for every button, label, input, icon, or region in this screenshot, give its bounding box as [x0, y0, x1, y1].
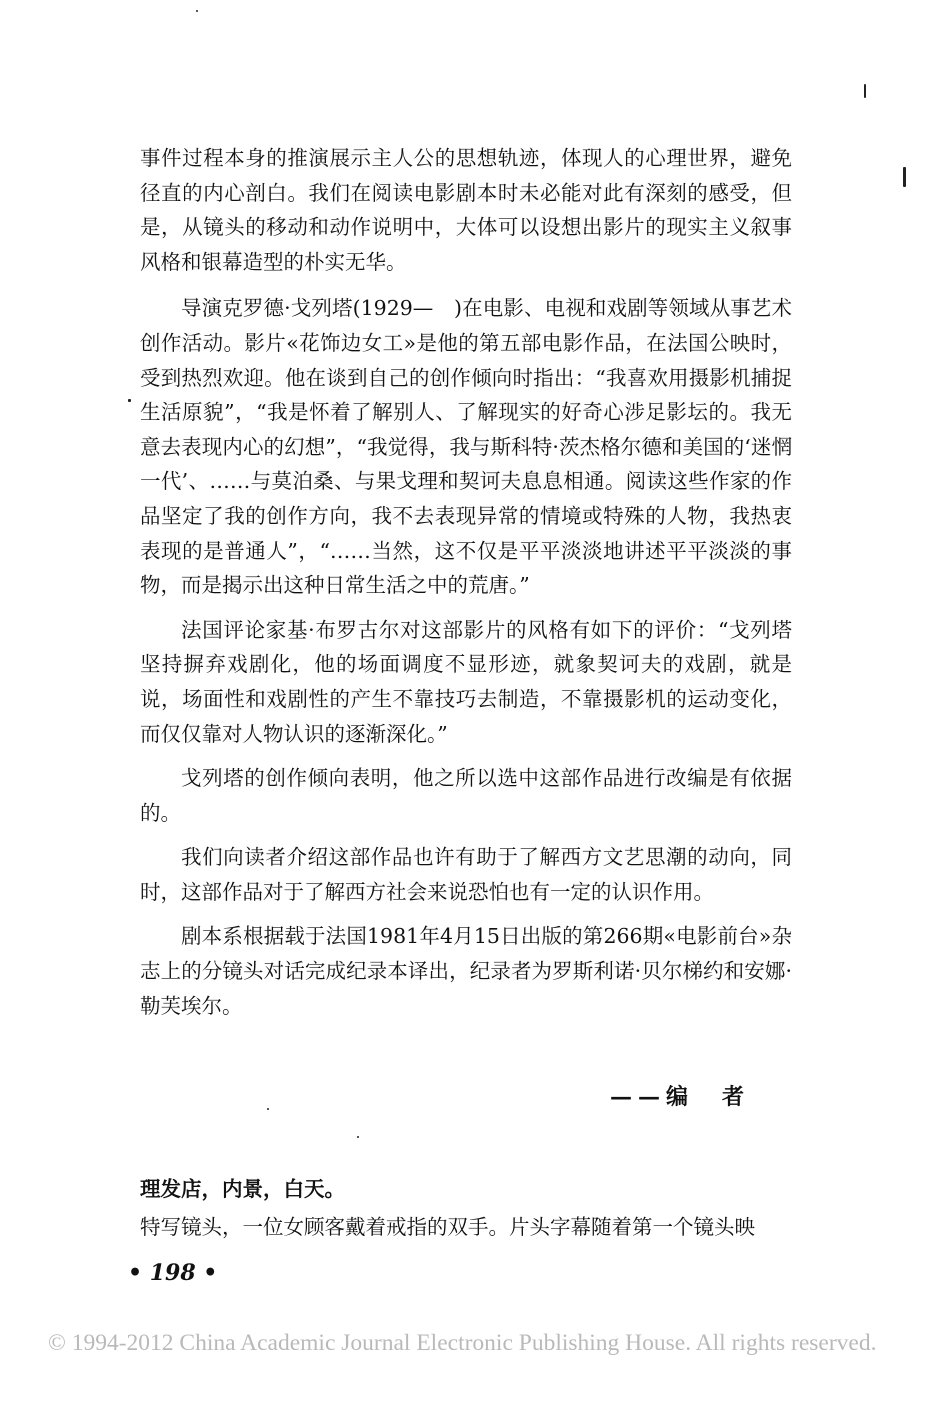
paragraph-purpose: 我们向读者介绍这部作品也许有助于了解西方文艺思潮的动向，同时，这部作品对于了解西方社会来说恐怕也有一定的认识作用。 — [140, 845, 792, 904]
scan-speck — [357, 1136, 359, 1138]
scene-heading: 理发店，内景，白天。 — [140, 1177, 345, 1201]
paragraph-director: 导演克罗德·戈列塔(1929— )在电影、电视和戏剧等领域从事艺术创作活动。影片«花饰边女工»是他的第五部电影作品，在法国公映时，受到热烈欢迎。他在谈到自己的创作倾向时指出：“我喜欢用摄影机捕捉生活原貌”，“我是怀着了解别人、了解现实的好奇心涉足影坛的。我无意去表现内心的幻想”，“我觉得，我与斯科特·茨杰格尔德和美国的‘迷惘一代’、……与莫泊桑、与果戈理和契诃夫息息相通。阅读这些作家的作品坚定了我的创作方向，我不去表现异常的情境或特殊的人物，我热衷表现的是普通人”，“……当然，这不仅是平平淡淡地讲述平平淡淡的事物，而是揭示出这种日常生活之中的荒唐。” — [140, 296, 792, 598]
copyright-watermark: © 1994-2012 China Academic Journal Electronic Publishing House. All rights reserved. — [48, 1330, 877, 1356]
paragraph-reason: 戈列塔的创作倾向表明，他之所以选中这部作品进行改编是有依据的。 — [140, 766, 792, 825]
page-number: • 198 • — [128, 1260, 218, 1286]
scan-speck — [267, 1108, 269, 1110]
editor-signature: ——编 者 — [610, 1084, 751, 1110]
paragraph-critic: 法国评论家基·布罗古尔对这部影片的风格有如下的评价：“戈列塔坚持摒弃戏剧化，他的场面调度不显形迹，就象契诃夫的戏剧，就是说，场面性和戏剧性的产生不靠技巧去制造，不靠摄影机的运动变化，而仅仅靠对人物认识的逐渐深化。” — [140, 617, 792, 746]
scan-speck — [128, 399, 131, 402]
scan-speck — [903, 167, 906, 187]
paragraph-source: 剧本系根据载于法国1981年4月15日出版的第266期«电影前台»杂志上的分镜头对话完成纪录本译出，纪录者为罗斯利诺·贝尔梯约和安娜·勒芙埃尔。 — [140, 924, 792, 1018]
scan-speck — [864, 84, 866, 98]
scan-speck — [196, 10, 198, 12]
paragraph-continuation: 事件过程本身的推演展示主人公的思想轨迹，体现人的心理世界，避免径直的内心剖白。我们在阅读电影剧本时未必能对此有深刻的感受，但是，从镜头的移动和动作说明中，大体可以设想出影片的现实主义叙事风格和银幕造型的朴实无华。 — [140, 146, 792, 274]
scene-text: 特写镜头，一位女顾客戴着戒指的双手。片头字幕随着第一个镜头映 — [140, 1215, 755, 1239]
preface-text — [140, 141, 792, 1033]
